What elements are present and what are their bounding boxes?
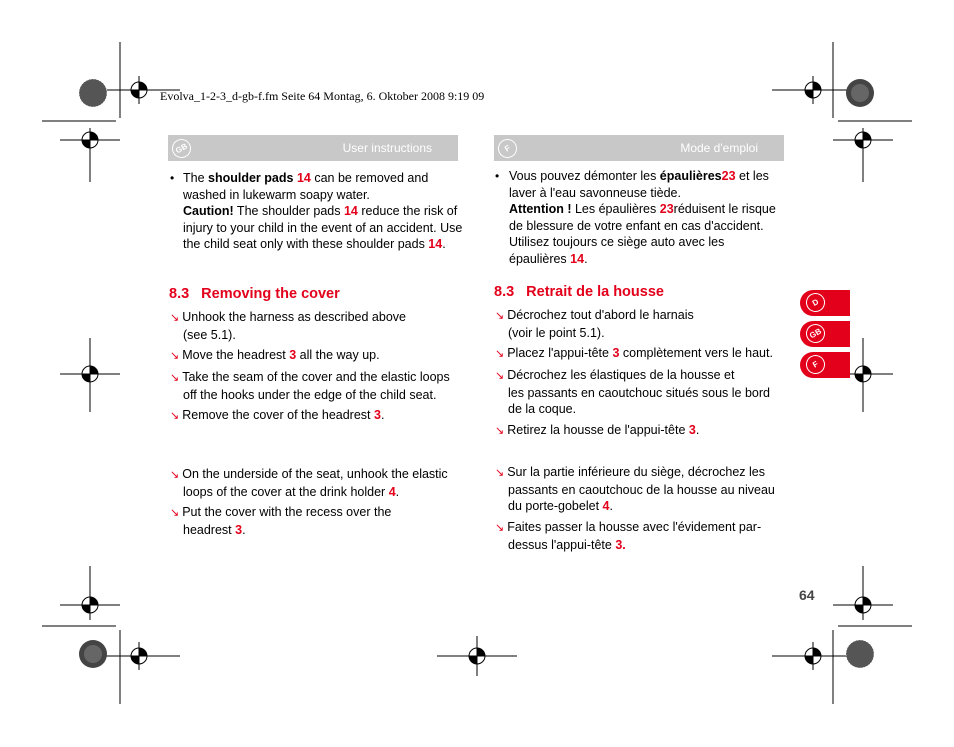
bullet-icon: • bbox=[170, 171, 175, 185]
arrow-icon: ↘ bbox=[495, 467, 505, 479]
arrow-icon: ↘ bbox=[495, 425, 505, 437]
right-step-5: ↘ Sur la partie inférieure du siège, décrochez les passants en caoutchouc de la housse au niveau du porte-gobelet 4. bbox=[495, 465, 775, 513]
arrow-icon: ↘ bbox=[170, 469, 180, 481]
gb-language-badge: GB bbox=[169, 136, 195, 162]
arrow-icon: ↘ bbox=[170, 410, 180, 422]
arrow-icon: ↘ bbox=[495, 348, 505, 360]
d-language-badge: D bbox=[803, 290, 829, 316]
page-number: 64 bbox=[799, 587, 815, 603]
right-step-4: ↘ Retirez la housse de l'appui-tête 3. bbox=[495, 423, 700, 437]
left-bullet-paragraph: The shoulder pads 14 can be removed and washed in lukewarm soapy water. Caution! The shoulder pads 14 reduce the risk of injury to your child in the event of an accident. Use the child seat only with these shoulder pads 14. bbox=[183, 171, 463, 251]
arrow-icon: ↘ bbox=[495, 370, 505, 382]
f-language-badge: F bbox=[803, 352, 829, 378]
right-step-1: ↘ Décrochez tout d'abord le harnais (voir le point 5.1). bbox=[495, 308, 694, 340]
arrow-icon: ↘ bbox=[170, 507, 180, 519]
right-step-3: ↘ Décrochez les élastiques de la housse et les passants en caoutchouc situés sous le bord de la coque. bbox=[495, 368, 770, 416]
tab-gb bbox=[800, 321, 850, 347]
arrow-icon: ↘ bbox=[170, 372, 180, 384]
left-step-4: ↘ Remove the cover of the headrest 3. bbox=[170, 408, 385, 422]
left-step-5: ↘ On the underside of the seat, unhook the elastic loops of the cover at the drink holder 4. bbox=[170, 467, 448, 499]
left-step-6: ↘ Put the cover with the recess over the headrest 3. bbox=[170, 505, 392, 537]
tab-d bbox=[800, 290, 850, 316]
left-section-bar bbox=[168, 135, 458, 161]
arrow-icon: ↘ bbox=[495, 522, 505, 534]
bullet-icon: • bbox=[495, 169, 500, 183]
left-step-1: ↘ Unhook the harness as described above (see 5.1). bbox=[170, 310, 406, 342]
left-step-2: ↘ Move the headrest 3 all the way up. bbox=[170, 348, 380, 362]
left-section-heading: 8.3 Removing the cover bbox=[169, 286, 340, 302]
right-step-6: ↘ Faites passer la housse avec l'évidement par- dessus l'appui-tête 3. bbox=[495, 520, 762, 552]
right-bar-title: Mode d'emploi bbox=[680, 141, 758, 155]
arrow-icon: ↘ bbox=[170, 312, 180, 324]
arrow-icon: ↘ bbox=[495, 310, 505, 322]
right-section-heading: 8.3 Retrait de la housse bbox=[494, 284, 664, 300]
left-bar-title: User instructions bbox=[342, 141, 432, 155]
right-step-2: ↘ Placez l'appui-tête 3 complètement vers le haut. bbox=[495, 346, 773, 360]
right-bullet-paragraph: Vous pouvez démonter les épaulières23 et les laver à l'eau savonneuse tiède. Attention ! Les épaulières 23réduisent le risque de blessure de votre enfant en cas d'accident. Utilisez toujours ce siège auto avec les épaulières 14. bbox=[509, 169, 776, 266]
f-language-badge: F bbox=[495, 136, 521, 162]
gb-language-badge: GB bbox=[803, 321, 829, 347]
left-step-3: ↘ Take the seam of the cover and the elastic loops off the hooks under the edge of the child seat. bbox=[170, 370, 450, 402]
tab-f bbox=[800, 352, 850, 378]
arrow-icon: ↘ bbox=[170, 350, 180, 362]
file-header: Evolva_1-2-3_d-gb-f.fm Seite 64 Montag, 6. Oktober 2008 9:19 09 bbox=[160, 89, 485, 103]
right-section-bar bbox=[494, 135, 784, 161]
